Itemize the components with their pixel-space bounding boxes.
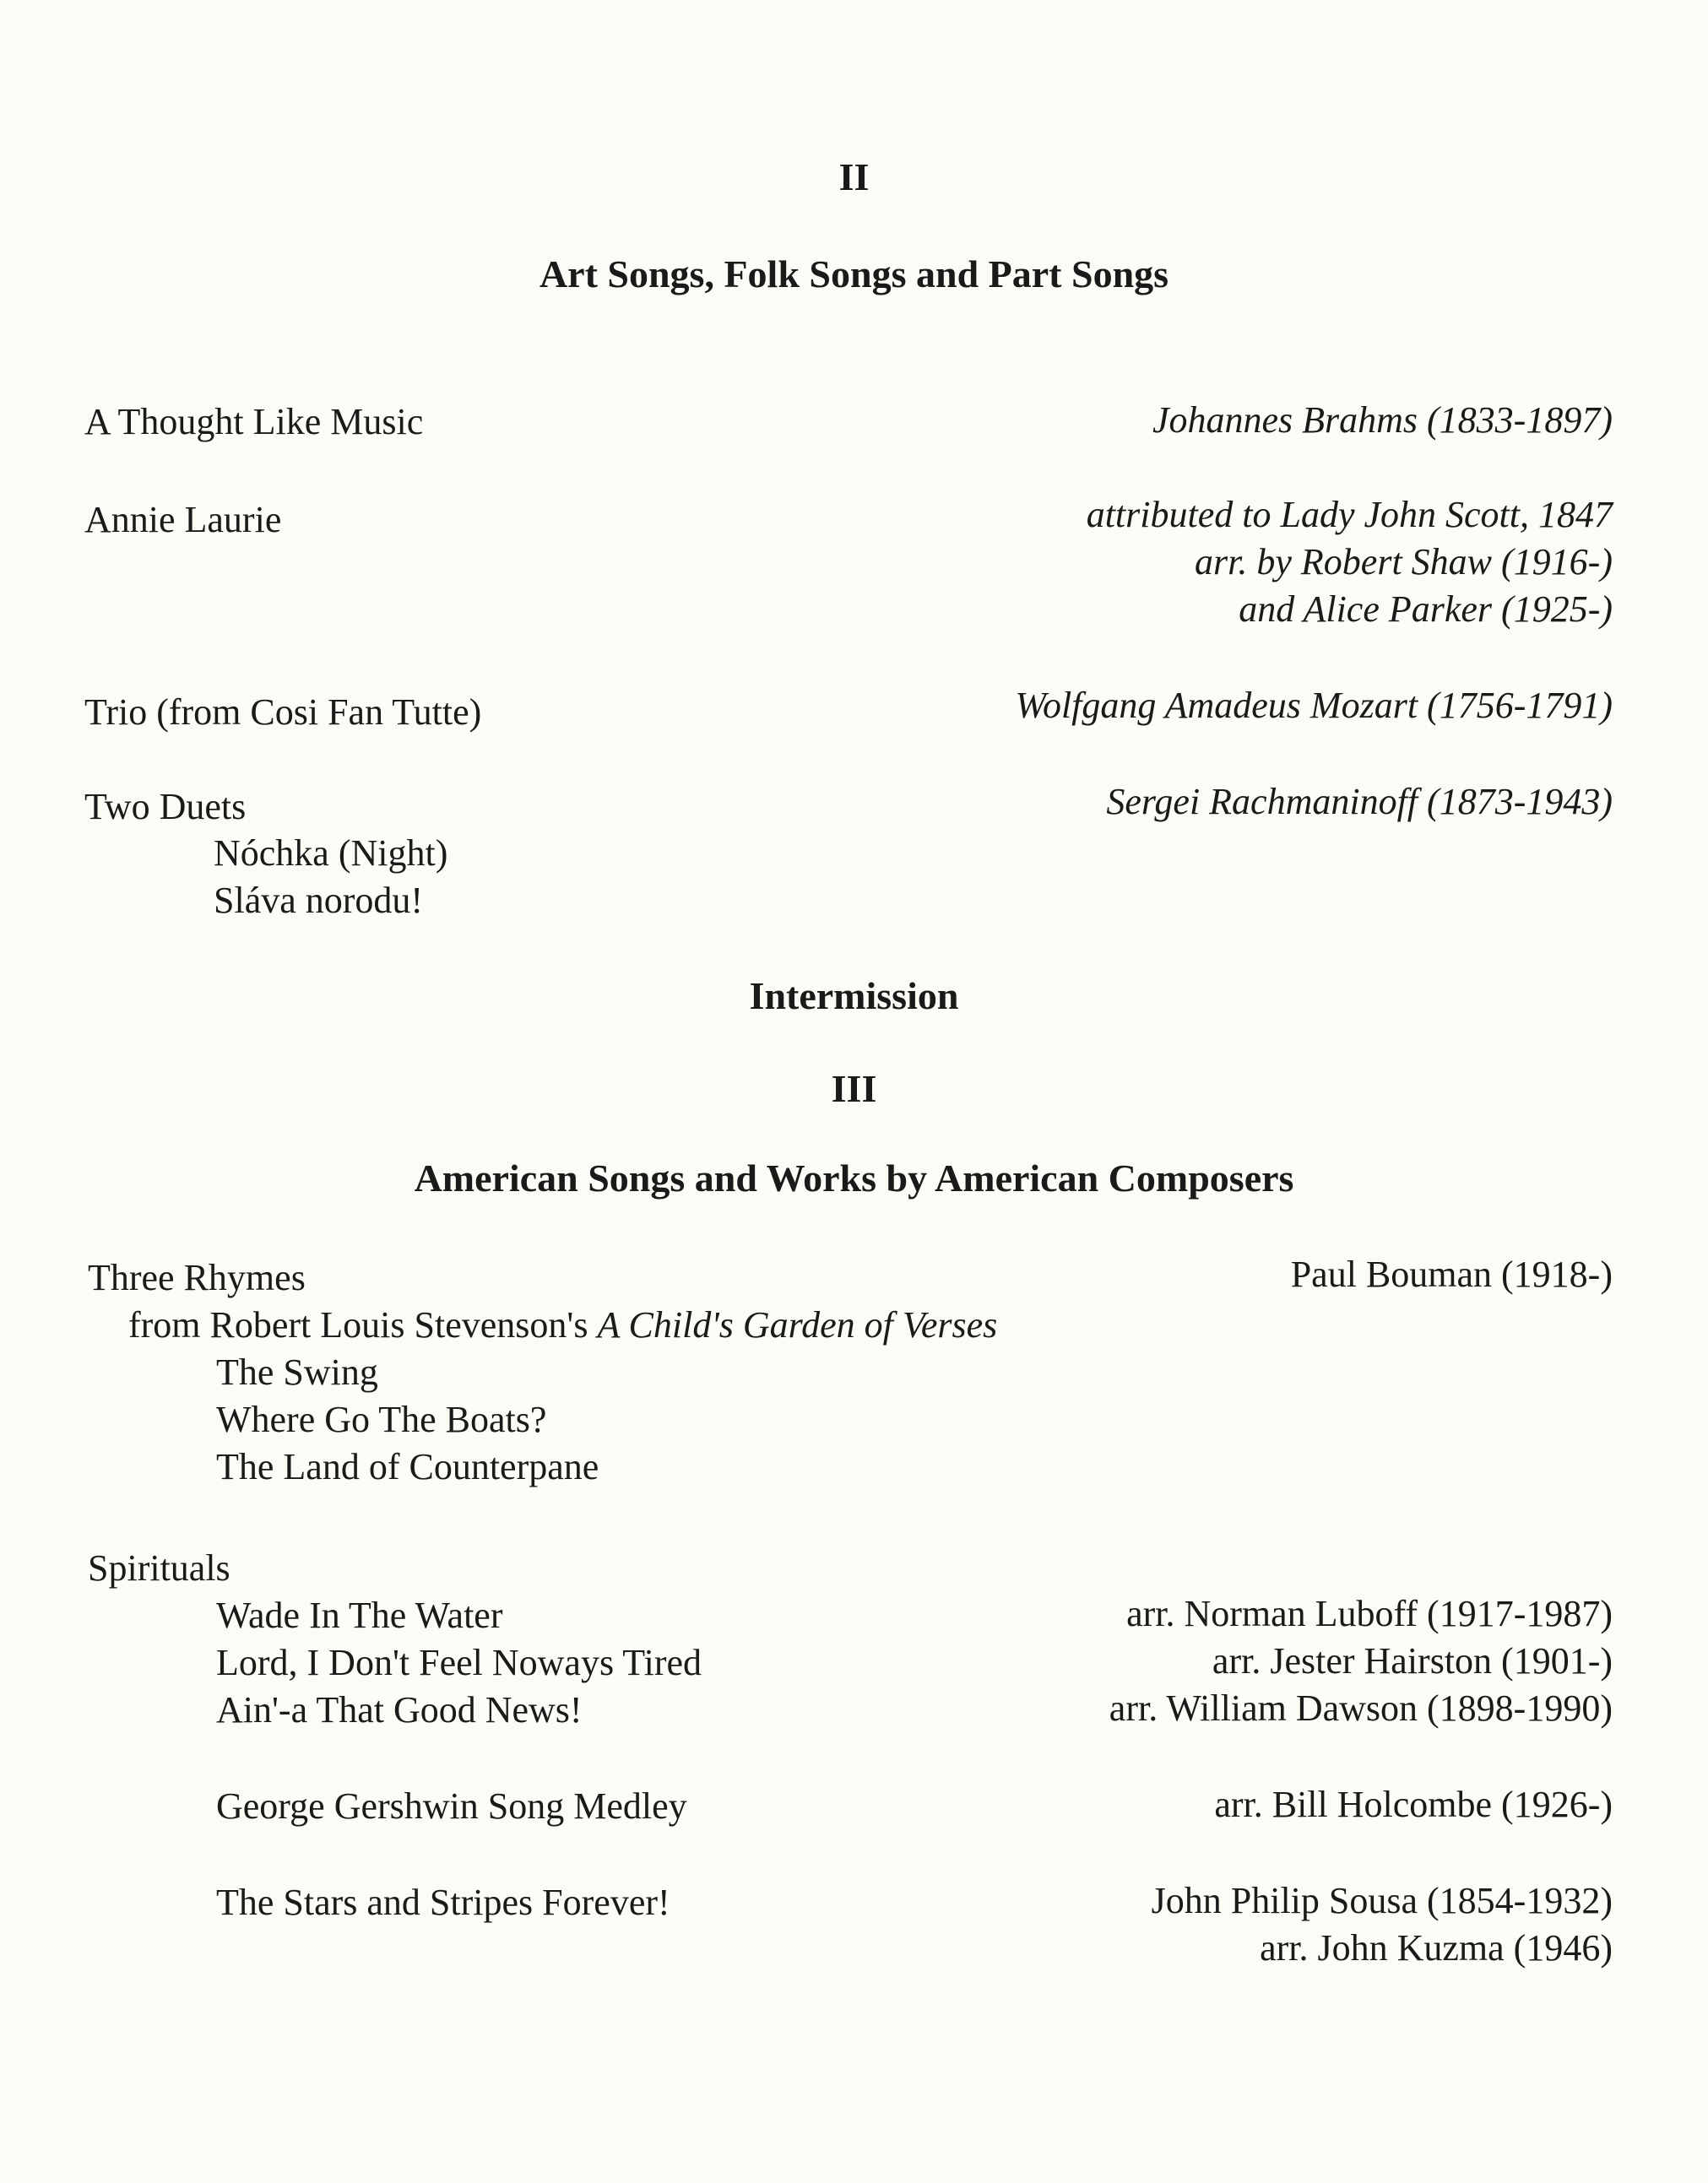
- piece-title: George Gershwin Song Medley: [216, 1785, 687, 1827]
- composer: and Alice Parker (1925-): [1239, 588, 1613, 630]
- arranger: arr. Norman Luboff (1917-1987): [1126, 1593, 1613, 1634]
- sub-piece: Where Go The Boats?: [216, 1399, 547, 1440]
- arranger: arr. Jester Hairston (1901-): [1212, 1640, 1613, 1682]
- intermission-heading: Intermission: [749, 974, 959, 1017]
- source-book: A Child's Garden of Verses: [597, 1304, 998, 1346]
- composer: Johannes Brahms (1833-1897): [1152, 399, 1613, 441]
- composer: attributed to Lady John Scott, 1847: [1086, 494, 1613, 535]
- composer: Paul Bouman (1918-): [1290, 1254, 1613, 1295]
- composer: Sergei Rachmaninoff (1873-1943): [1106, 781, 1613, 822]
- section-title: Art Songs, Folk Songs and Part Songs: [539, 252, 1169, 295]
- sub-piece: The Land of Counterpane: [216, 1446, 599, 1487]
- piece-title: Three Rhymes: [88, 1257, 306, 1298]
- source-prefix: from Robert Louis Stevenson's: [128, 1304, 598, 1346]
- section-numeral: II: [838, 155, 870, 198]
- section-numeral: III: [831, 1067, 877, 1110]
- sub-piece: The Swing: [216, 1352, 378, 1393]
- arranger: arr. William Dawson (1898-1990): [1109, 1687, 1613, 1729]
- arranger: arr. John Kuzma (1946): [1260, 1927, 1613, 1969]
- piece-title: A Thought Like Music: [84, 401, 424, 442]
- piece-title: The Stars and Stripes Forever!: [216, 1882, 670, 1923]
- piece-source: [128, 1302, 997, 1349]
- piece-title: Two Duets: [84, 786, 247, 827]
- section-title: American Songs and Works by American Composers: [414, 1157, 1294, 1200]
- sub-piece: Nóchka (Night): [214, 832, 448, 874]
- composer: John Philip Sousa (1854-1932): [1151, 1880, 1613, 1921]
- arranger: arr. Bill Holcombe (1926-): [1214, 1784, 1613, 1825]
- composer: arr. by Robert Shaw (1916-): [1195, 541, 1613, 582]
- piece-title: Trio (from Cosi Fan Tutte): [84, 691, 482, 733]
- piece-title: Annie Laurie: [84, 499, 282, 540]
- sub-piece: Lord, I Don't Feel Noways Tired: [216, 1642, 702, 1683]
- sub-piece: Wade In The Water: [216, 1595, 503, 1636]
- sub-piece: Ain'-a That Good News!: [216, 1689, 583, 1731]
- piece-title: Spirituals: [88, 1547, 230, 1589]
- sub-piece: Sláva norodu!: [214, 880, 424, 921]
- composer: Wolfgang Amadeus Mozart (1756-1791): [1015, 685, 1613, 726]
